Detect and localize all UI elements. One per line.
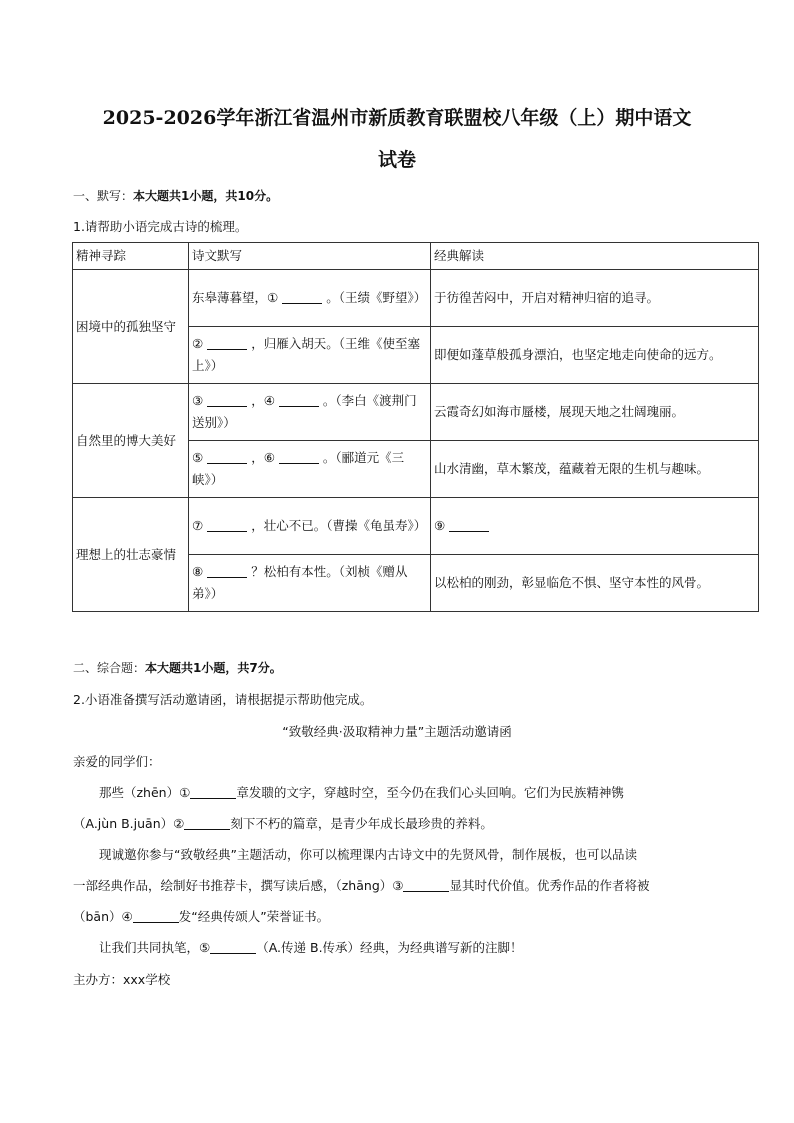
poem-cell bbox=[189, 555, 431, 612]
answer-blank[interactable] bbox=[282, 289, 322, 304]
letter-text: 让我们共同执笔，⑤ bbox=[99, 940, 211, 955]
interp-cell: 即便如蓬草般孤身漂泊，也坚定地走向使命的远方。 bbox=[431, 327, 759, 384]
letter-paragraph bbox=[73, 815, 753, 833]
letter-paragraph: 现诚邀你参与“致敬经典”主题活动，你可以梳理课内古诗文中的先贤风骨，制作展板，也可以品读 bbox=[99, 847, 637, 862]
table-header-cell: 诗文默写 bbox=[189, 243, 431, 270]
letter-title: “致敬经典·汲取精神力量”主题活动邀请函 bbox=[282, 724, 512, 739]
theme-cell: 理想上的壮志豪情 bbox=[73, 498, 189, 612]
poem-text: 。（郦道元《三峡》） bbox=[192, 450, 405, 487]
answer-blank[interactable] bbox=[207, 335, 247, 350]
table-header-row bbox=[73, 243, 759, 270]
section2-header bbox=[73, 659, 282, 677]
letter-greeting: 亲爱的同学们： bbox=[73, 754, 161, 769]
letter-host: 主办方：xxx学校 bbox=[73, 972, 171, 987]
poem-text: ② bbox=[192, 336, 204, 351]
answer-blank[interactable] bbox=[403, 877, 449, 892]
answer-blank[interactable] bbox=[207, 392, 247, 407]
letter-text: （A.jùn B.juān）② bbox=[73, 816, 185, 831]
poem-text: ，归雁入胡天。（王维《使至塞上》） bbox=[192, 336, 420, 373]
letter-text: 显其时代价值。优秀作品的作者将被 bbox=[449, 878, 650, 893]
section2-bold: 本大题共1小题，共7分。 bbox=[145, 661, 282, 675]
answer-blank[interactable] bbox=[207, 563, 247, 578]
section1-prefix: 一、默写： bbox=[73, 189, 134, 203]
poem-text: ⑧ bbox=[192, 564, 204, 579]
table-header-cell: 精神寻踪 bbox=[73, 243, 189, 270]
question1-text: 1.请帮助小语完成古诗的梳理。 bbox=[73, 219, 248, 234]
table-row bbox=[73, 270, 759, 327]
poem-text: ⑤ bbox=[192, 450, 204, 465]
poem-cell bbox=[189, 441, 431, 498]
letter-paragraph bbox=[73, 908, 753, 926]
poem-text: ？松柏有本性。（刘桢《赠从弟》） bbox=[192, 564, 408, 601]
question2-text: 2.小语准备撰写活动邀请函，请根据提示帮助他完成。 bbox=[73, 692, 373, 707]
poem-text: ③ bbox=[192, 393, 204, 408]
poem-text: 。（王绩《野望》） bbox=[326, 290, 427, 305]
answer-blank[interactable] bbox=[184, 815, 230, 830]
interp-cell: 山水清幽，草木繁茂，蕴藏着无限的生机与趣味。 bbox=[431, 441, 759, 498]
section1-header bbox=[73, 187, 278, 205]
section1-bold: 本大题共1小题，共10分。 bbox=[133, 189, 279, 203]
interp-cell: 以松柏的刚劲，彰显临危不惧、坚守本性的风骨。 bbox=[431, 555, 759, 612]
table-header-cell: 经典解读 bbox=[431, 243, 759, 270]
answer-blank[interactable] bbox=[210, 939, 256, 954]
poem-cell bbox=[189, 384, 431, 441]
poem-cell bbox=[189, 327, 431, 384]
letter-paragraph bbox=[73, 877, 753, 895]
interp-cell bbox=[431, 498, 759, 555]
answer-blank[interactable] bbox=[279, 392, 319, 407]
letter-text: 发“经典传颂人”荣誉证书。 bbox=[178, 909, 330, 924]
poem-cell bbox=[189, 270, 431, 327]
table-row bbox=[73, 384, 759, 441]
letter-paragraph bbox=[99, 784, 779, 802]
poem-text: 东皋薄暮望，① bbox=[192, 290, 279, 305]
poem-table bbox=[72, 242, 759, 612]
letter-text: （bān）④ bbox=[73, 909, 133, 924]
answer-blank[interactable] bbox=[207, 517, 247, 532]
answer-blank[interactable] bbox=[449, 517, 489, 532]
theme-cell: 自然里的博大美好 bbox=[73, 384, 189, 498]
answer-blank[interactable] bbox=[133, 908, 179, 923]
poem-text: ⑦ bbox=[192, 518, 204, 533]
section2-prefix: 二、综合题： bbox=[73, 661, 146, 675]
letter-text: 刻下不朽的篇章，是青少年成长最珍贵的养料。 bbox=[230, 816, 493, 831]
page-title-line1: 2025-2026学年浙江省温州市新质教育联盟校八年级（上）期中语文 bbox=[102, 107, 692, 129]
letter-text: 那些（zhēn）① bbox=[99, 785, 191, 800]
letter-paragraph bbox=[99, 939, 779, 957]
interp-cell: 云霞奇幻如海市蜃楼，展现天地之壮阔瑰丽。 bbox=[431, 384, 759, 441]
poem-text: 。（李白《渡荆门送别》） bbox=[192, 393, 417, 430]
interp-number: ⑨ bbox=[434, 518, 446, 533]
interp-cell: 于彷徨苦闷中，开启对精神归宿的追寻。 bbox=[431, 270, 759, 327]
letter-text: （A.传递 B.传承）经典，为经典谱写新的注脚！ bbox=[256, 940, 523, 955]
table-row bbox=[73, 498, 759, 555]
poem-text: ，壮心不已。（曹操《龟虽寿》） bbox=[251, 518, 427, 533]
theme-cell: 困境中的孤独坚守 bbox=[73, 270, 189, 384]
answer-blank[interactable] bbox=[190, 784, 236, 799]
poem-text: ，⑥ bbox=[251, 450, 275, 465]
answer-blank[interactable] bbox=[207, 449, 247, 464]
poem-cell bbox=[189, 498, 431, 555]
letter-text: 一部经典作品，绘制好书推荐卡，撰写读后感，（zhāng）③ bbox=[73, 878, 404, 893]
poem-text: ，④ bbox=[251, 393, 275, 408]
page-title-line2: 试卷 bbox=[377, 149, 416, 171]
letter-text: 章发聩的文字，穿越时空，至今仍在我们心头回响。它们为民族精神镌 bbox=[236, 785, 624, 800]
answer-blank[interactable] bbox=[279, 449, 319, 464]
